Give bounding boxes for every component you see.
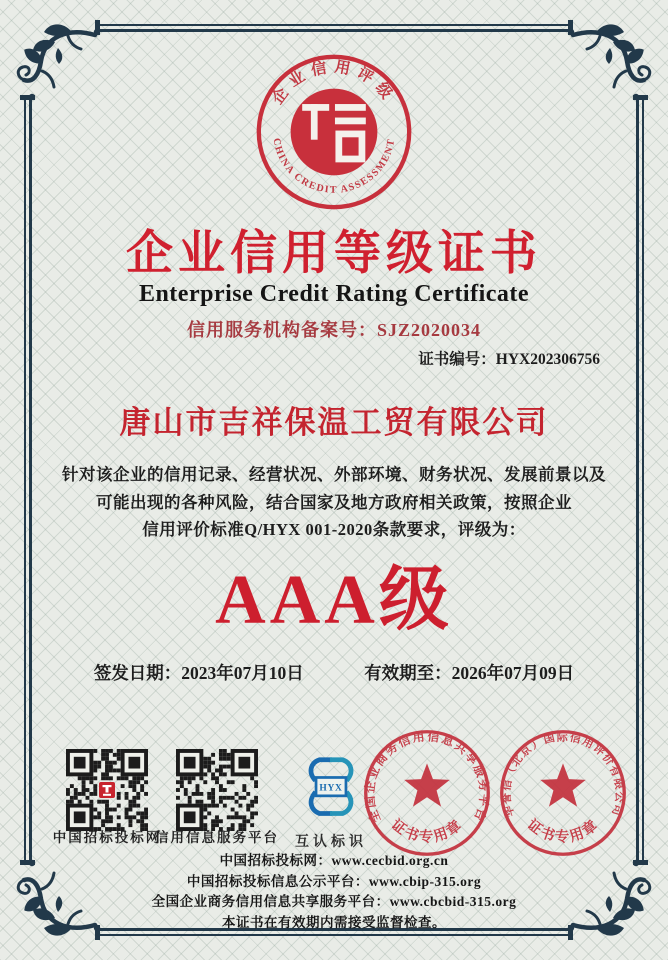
star-icon xyxy=(540,763,586,806)
seal-ring-text: 华誉信（北京）国际信用评价有限公司 xyxy=(500,731,626,819)
certificate-number: 证书编号：HYX202306756 xyxy=(418,351,600,368)
platform-seal-stamp xyxy=(360,726,494,860)
seal-bottom-text: 证书专用章 xyxy=(523,816,603,846)
rating-statement xyxy=(0,461,668,544)
statement-line: 信用评价标准Q/HYX 001-2020条款要求，评级为： xyxy=(142,520,526,539)
certificate-title: 企业信用等级证书 xyxy=(126,228,542,280)
qr-label-credit-info: 信用信息服务平台 xyxy=(155,830,279,845)
qr-code-cecbid xyxy=(66,749,148,831)
footer-line: 中国招标投标信息公示平台：www.cbip-315.org xyxy=(186,873,482,889)
hyx-mark-label: 互认标识 xyxy=(295,835,367,850)
emblem-top-text: 企业信用评级 xyxy=(269,58,399,108)
border-line xyxy=(96,934,572,936)
border-line xyxy=(96,24,572,26)
footer-line: 中国招标投标网：www.cecbid.org.cn xyxy=(219,853,449,868)
qr-label-cecbid: 中国招标投标网 xyxy=(52,830,162,845)
rating-company-seal-stamp xyxy=(496,726,630,860)
emblem-bottom-text: CHINA CREDIT ASSESSMENT xyxy=(270,137,398,196)
footer-links xyxy=(0,851,668,933)
hyx-mark-text: HYX xyxy=(319,783,343,794)
footer-line: 本证书在有效期内需接受监督检查。 xyxy=(222,914,446,930)
hyx-mutual-mark-icon xyxy=(297,751,365,823)
qr-code-credit-info xyxy=(176,749,258,831)
valid-until-date: 有效期至：2026年07月09日 xyxy=(364,663,575,683)
certificate-subtitle-en: Enterprise Credit Rating Certificate xyxy=(138,281,530,307)
statement-line: 针对该企业的信用记录、经营状况、外部环境、财务状况、发展前景以及 xyxy=(62,465,606,484)
statement-line: 可能出现的各种风险，结合国家及地方政府相关政策，按照企业 xyxy=(96,492,572,512)
corner-ornament-icon xyxy=(562,11,657,106)
footer-line: 全国企业商务信用信息共享服务平台：www.cbcbid-315.org xyxy=(151,894,517,909)
svg-text:证书专用章 xyxy=(524,815,602,846)
agency-record-number: 信用服务机构备案号：SJZ2020034 xyxy=(186,320,481,340)
validity-dates xyxy=(0,660,668,685)
corner-ornament-icon xyxy=(11,11,106,106)
seal-bottom-text: 证书专用章 xyxy=(387,816,467,846)
seal-ring-text: 全国企业商务信用信息共享服务平台 xyxy=(362,729,492,825)
svg-text:证书专用章 xyxy=(388,815,466,846)
credit-assessment-seal-icon xyxy=(254,52,414,212)
star-icon xyxy=(404,763,450,806)
company-name: 唐山市吉祥保温工贸有限公司 xyxy=(119,405,549,440)
border-line xyxy=(96,29,572,32)
issue-date: 签发日期：2023年07月10日 xyxy=(93,663,304,683)
rating-grade: AAA级 xyxy=(215,562,453,639)
